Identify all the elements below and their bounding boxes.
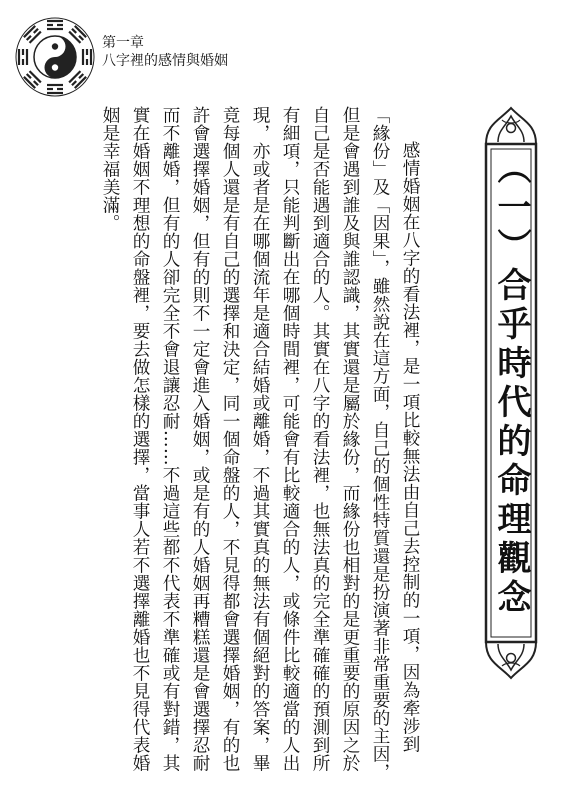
taiji-trigram-logo — [14, 16, 96, 98]
body-paragraph: 感情婚姻在八字的看法裡，是一項比較無法由自己去控制的一項，因為牽涉到「緣份」及「因果」，雖然說在這方面，自己的個性特質還是扮演著非常重要的主因，但是會遇到誰及與誰認識，其實還是屬於緣份，而緣份也相對的是更重要的原因之於自己是否能遇到適合的人。其實在八字的看法裡，也無法真的完全準確確的預測到所有細項，只能判斷出在哪個時間裡，可能會有比較適合的人，或條件比較適當的人出現，亦或者是在哪個流年是適合結婚或離婚，不過其實真的無法有個絕對的答案，畢竟每個人還是有自己的選擇和決定，同一個命盤的人，不見得都會選擇婚姻，有的也許會選擇婚姻，但有的則不一定會進入婚姻，或是有的人婚姻再糟糕還是會選擇忍耐而不離婚，但有的人卻完全不會退讓忍耐……不過這些都不代表不準確或有對錯，其實在婚姻不理想的命盤裡，要去做怎樣的選擇，當事人若不選擇離婚也不見得代表婚姻是幸福美滿。 — [100, 106, 420, 782]
chapter-title: 八字裡的感情與婚姻 — [102, 53, 228, 69]
chapter-number: 第一章 — [102, 35, 144, 51]
body-text — [100, 106, 425, 786]
running-header — [102, 34, 228, 70]
section-title-banner — [480, 98, 542, 688]
yin-yang-icon — [34, 36, 76, 78]
section-title: （一）合乎時代的命理觀念 — [491, 150, 531, 618]
